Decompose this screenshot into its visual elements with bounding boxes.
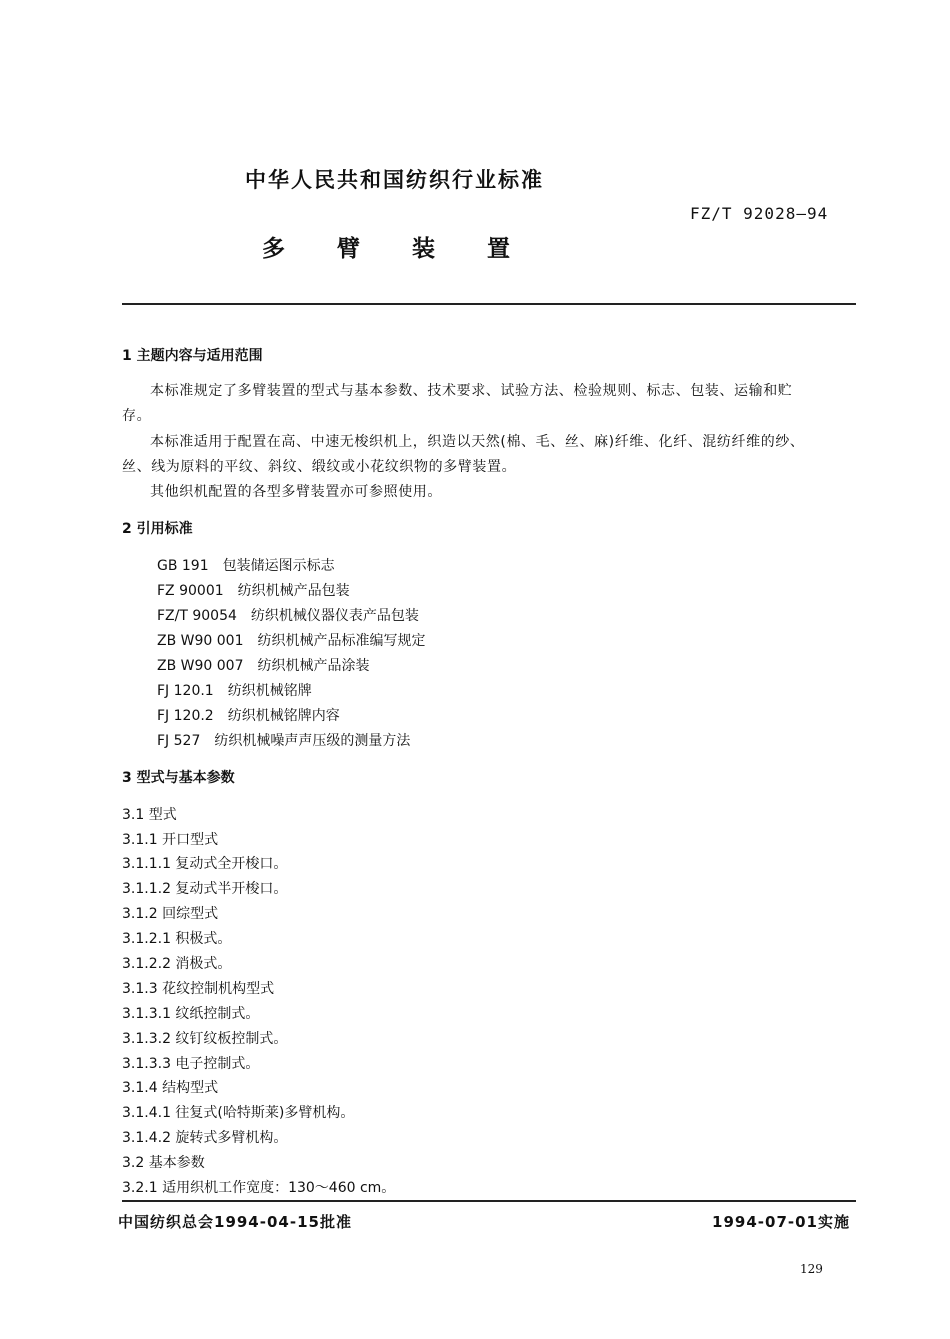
clause-item: 3.1.1.1 复动式全开梭口。 — [122, 856, 288, 872]
clause-item: 3.1.3 花纹控制机构型式 — [122, 981, 275, 997]
reference-name: 纺织机械铭牌内容 — [227, 708, 340, 724]
section1-para1-line1: 本标准规定了多臂装置的型式与基本参数、技术要求、试验方法、检验规则、标志、包装、运输和贮 — [150, 383, 793, 399]
reference-item — [157, 580, 350, 600]
reference-name: 纺织机械铭牌 — [227, 683, 312, 699]
clause-item: 3.1.4 结构型式 — [122, 1080, 219, 1096]
reference-item — [157, 630, 425, 650]
clause-item: 3.1.4.1 往复式(哈特斯莱)多臂机构。 — [122, 1105, 355, 1121]
clause-item: 3.1.1.2 复动式半开梭口。 — [122, 881, 288, 897]
clause-item: 3.1.2.1 积极式。 — [122, 931, 232, 947]
reference-item — [157, 605, 419, 625]
clause-item: 3.1.2 回综型式 — [122, 906, 219, 922]
reference-name: 纺织机械仪器仪表产品包装 — [250, 608, 419, 624]
page-number: 129 — [800, 1262, 823, 1276]
reference-name: 纺织机械产品标准编写规定 — [257, 633, 426, 649]
reference-code: ZB W90 001 — [157, 633, 244, 649]
reference-code: FJ 120.2 — [157, 708, 214, 724]
clause-item: 3.2.1 适用织机工作宽度：130～460 cm。 — [122, 1180, 396, 1196]
reference-item — [157, 680, 312, 700]
reference-name: 纺织机械产品涂装 — [257, 658, 370, 674]
clause-item: 3.1.3.3 电子控制式。 — [122, 1056, 260, 1072]
section1-para2-line1: 本标准适用于配置在高、中速无梭织机上，织造以天然(棉、毛、丝、麻)纤维、化纤、混纺纤维的纱、 — [150, 434, 805, 450]
clause-item: 3.1 型式 — [122, 807, 177, 823]
section1-para3: 其他织机配置的各型多臂装置亦可参照使用。 — [150, 484, 442, 500]
clause-item: 3.1.2.2 消极式。 — [122, 956, 232, 972]
section3-heading: 3 型式与基本参数 — [122, 770, 235, 786]
header-divider — [122, 303, 856, 305]
footer-divider — [122, 1200, 856, 1202]
reference-item — [157, 730, 410, 750]
clause-item: 3.2 基本参数 — [122, 1155, 205, 1171]
reference-code: FZ 90001 — [157, 583, 224, 599]
reference-item — [157, 705, 340, 725]
effective-date: 1994-07-01实施 — [712, 1213, 850, 1231]
approval-date: 中国纺织总会1994-04-15批准 — [118, 1213, 352, 1231]
section1-para1-line2: 存。 — [122, 408, 152, 424]
reference-name: 纺织机械噪声声压级的测量方法 — [214, 733, 411, 749]
section1-para2-line2: 丝、线为原料的平纹、斜纹、缎纹或小花纹织物的多臂装置。 — [122, 459, 517, 475]
clause-item: 3.1.1 开口型式 — [122, 832, 219, 848]
clause-item: 3.1.3.2 纹钉纹板控制式。 — [122, 1031, 288, 1047]
section1-heading: 1 主题内容与适用范围 — [122, 348, 263, 364]
clause-item: 3.1.3.1 纹纸控制式。 — [122, 1006, 260, 1022]
reference-code: FJ 527 — [157, 733, 201, 749]
reference-name: 包装储运图示标志 — [222, 558, 335, 574]
reference-name: 纺织机械产品包装 — [237, 583, 350, 599]
issuing-organization: 中华人民共和国纺织行业标准 — [245, 168, 544, 192]
document-title: 多臂装置 — [262, 236, 562, 262]
reference-code: FJ 120.1 — [157, 683, 214, 699]
reference-item — [157, 555, 335, 575]
reference-item — [157, 655, 369, 675]
clause-item: 3.1.4.2 旋转式多臂机构。 — [122, 1130, 288, 1146]
reference-code: ZB W90 007 — [157, 658, 244, 674]
standard-code: FZ/T 92028—94 — [690, 204, 829, 223]
reference-code: GB 191 — [157, 558, 209, 574]
reference-code: FZ/T 90054 — [157, 608, 237, 624]
section2-heading: 2 引用标准 — [122, 521, 193, 537]
